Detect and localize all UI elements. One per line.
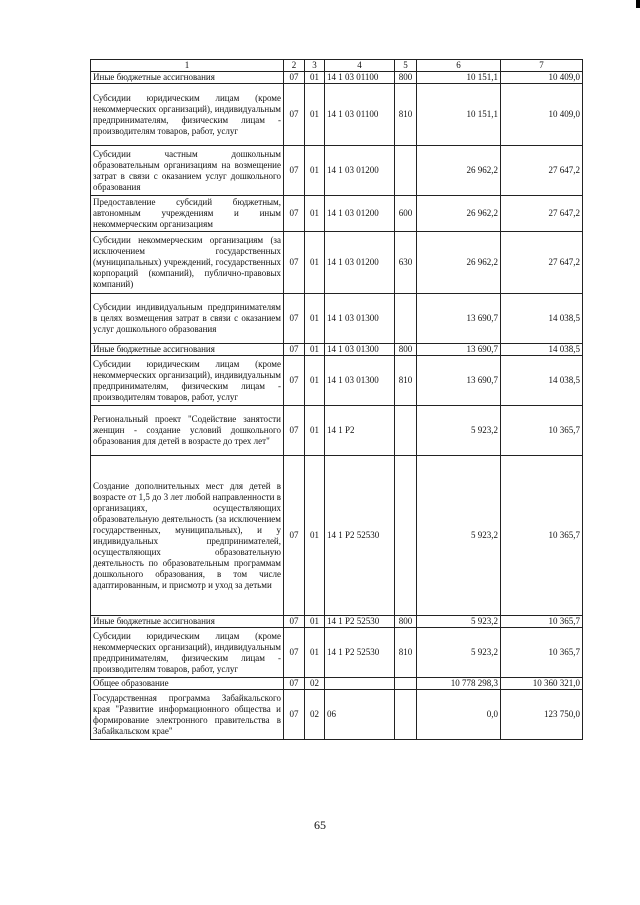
row-name-cell: Субсидии юридическим лицам (кроме некоммерческих организаций), индивидуальным предпринимателям, физическим лицам - производителям товаров, работ, услуг — [91, 356, 284, 406]
header-col-3: 3 — [305, 60, 325, 72]
row-target-article-cell: 14 1 P2 52530 — [325, 456, 395, 616]
row-section-cell: 07 — [284, 294, 305, 344]
table-row — [91, 356, 583, 406]
row-section-cell: 07 — [284, 72, 305, 84]
table-row — [91, 146, 583, 196]
row-amount-year2-cell: 27 647,2 — [501, 232, 583, 294]
row-amount-year1-cell: 13 690,7 — [417, 356, 501, 406]
row-expense-type-cell — [395, 678, 417, 690]
row-target-article-cell: 14 1 03 01200 — [325, 232, 395, 294]
row-subsection-cell: 02 — [305, 690, 325, 740]
row-amount-year2-cell: 10 365,7 — [501, 616, 583, 628]
row-name-cell: Предоставление субсидий бюджетным, автономным учреждениям и иным некоммерческим организациям — [91, 196, 284, 232]
row-target-article-cell — [325, 678, 395, 690]
row-expense-type-cell: 810 — [395, 356, 417, 406]
row-section-cell: 07 — [284, 690, 305, 740]
row-amount-year1-cell: 13 690,7 — [417, 344, 501, 356]
row-amount-year1-cell: 10 778 298,3 — [417, 678, 501, 690]
row-amount-year1-cell: 5 923,2 — [417, 456, 501, 616]
row-amount-year2-cell: 27 647,2 — [501, 196, 583, 232]
table-body — [91, 72, 583, 740]
row-subsection-cell: 01 — [305, 232, 325, 294]
table-row — [91, 678, 583, 690]
row-target-article-cell: 14 1 P2 — [325, 406, 395, 456]
row-amount-year2-cell: 10 409,0 — [501, 72, 583, 84]
row-amount-year2-cell: 14 038,5 — [501, 294, 583, 344]
row-name-cell: Иные бюджетные ассигнования — [91, 344, 284, 356]
row-amount-year2-cell: 14 038,5 — [501, 344, 583, 356]
table-header-row — [91, 60, 583, 72]
row-subsection-cell: 01 — [305, 84, 325, 146]
row-amount-year2-cell: 10 365,7 — [501, 456, 583, 616]
row-amount-year1-cell: 5 923,2 — [417, 616, 501, 628]
header-col-1: 1 — [91, 60, 284, 72]
row-subsection-cell: 01 — [305, 344, 325, 356]
row-subsection-cell: 01 — [305, 196, 325, 232]
row-expense-type-cell: 810 — [395, 628, 417, 678]
table-row — [91, 72, 583, 84]
row-expense-type-cell: 810 — [395, 84, 417, 146]
row-expense-type-cell — [395, 690, 417, 740]
row-target-article-cell: 14 1 03 01200 — [325, 196, 395, 232]
row-subsection-cell: 02 — [305, 678, 325, 690]
row-amount-year2-cell: 10 409,0 — [501, 84, 583, 146]
row-amount-year1-cell: 26 962,2 — [417, 232, 501, 294]
row-section-cell: 07 — [284, 616, 305, 628]
table-row — [91, 406, 583, 456]
row-amount-year1-cell: 5 923,2 — [417, 406, 501, 456]
row-section-cell: 07 — [284, 344, 305, 356]
row-expense-type-cell: 600 — [395, 196, 417, 232]
budget-table — [90, 59, 583, 740]
row-target-article-cell: 14 1 03 01100 — [325, 84, 395, 146]
row-amount-year2-cell: 14 038,5 — [501, 356, 583, 406]
table-row — [91, 344, 583, 356]
row-subsection-cell: 01 — [305, 356, 325, 406]
row-expense-type-cell — [395, 456, 417, 616]
row-target-article-cell: 14 1 03 01100 — [325, 72, 395, 84]
row-target-article-cell: 14 1 03 01300 — [325, 294, 395, 344]
table-row — [91, 628, 583, 678]
row-subsection-cell: 01 — [305, 616, 325, 628]
row-subsection-cell: 01 — [305, 146, 325, 196]
row-section-cell: 07 — [284, 628, 305, 678]
row-name-cell: Субсидии индивидуальным предпринимателям в целях возмещения затрат в связи с оказанием услуг дошкольного образования — [91, 294, 284, 344]
row-expense-type-cell: 800 — [395, 616, 417, 628]
row-name-cell: Создание дополнительных мест для детей в возрасте от 1,5 до 3 лет любой направленности в организациях, осуществляющих образовательную деятельность (за исключением государственных, муниципальных), и у индивидуальных предпринимателей, осуществляющих образовательную деятельность по образовательным программам дошкольного образования, в том числе адаптированным, и присмотр и уход за детьми — [91, 456, 284, 616]
row-name-cell: Субсидии некоммерческим организациям (за исключением государственных (муниципальных) учреждений, государственных корпораций (компаний), публично-правовых компаний) — [91, 232, 284, 294]
row-amount-year2-cell: 10 365,7 — [501, 406, 583, 456]
row-target-article-cell: 06 — [325, 690, 395, 740]
row-name-cell: Субсидии юридическим лицам (кроме некоммерческих организаций), индивидуальным предпринимателям, физическим лицам - производителям товаров, работ, услуг — [91, 84, 284, 146]
row-name-cell: Субсидии частным дошкольным образовательным организациям на возмещение затрат в связи с оказанием услуг дошкольного образования — [91, 146, 284, 196]
header-col-2: 2 — [284, 60, 305, 72]
table-row — [91, 456, 583, 616]
row-expense-type-cell — [395, 146, 417, 196]
row-amount-year1-cell: 10 151,1 — [417, 72, 501, 84]
row-target-article-cell: 14 1 P2 52530 — [325, 628, 395, 678]
row-target-article-cell: 14 1 03 01300 — [325, 356, 395, 406]
row-name-cell: Субсидии юридическим лицам (кроме некоммерческих организаций), индивидуальным предпринимателям, физическим лицам - производителям товаров, работ, услуг — [91, 628, 284, 678]
row-target-article-cell: 14 1 03 01200 — [325, 146, 395, 196]
row-subsection-cell: 01 — [305, 406, 325, 456]
table-row — [91, 616, 583, 628]
row-amount-year2-cell: 10 360 321,0 — [501, 678, 583, 690]
row-amount-year1-cell: 5 923,2 — [417, 628, 501, 678]
row-name-cell: Иные бюджетные ассигнования — [91, 616, 284, 628]
row-amount-year1-cell: 26 962,2 — [417, 146, 501, 196]
row-expense-type-cell — [395, 294, 417, 344]
row-name-cell: Региональный проект "Содействие занятости женщин - создание условий дошкольного образования для детей в возрасте до трех лет" — [91, 406, 284, 456]
row-section-cell: 07 — [284, 406, 305, 456]
row-subsection-cell: 01 — [305, 294, 325, 344]
row-amount-year1-cell: 10 151,1 — [417, 84, 501, 146]
row-name-cell: Общее образование — [91, 678, 284, 690]
row-section-cell: 07 — [284, 356, 305, 406]
row-name-cell: Иные бюджетные ассигнования — [91, 72, 284, 84]
row-section-cell: 07 — [284, 84, 305, 146]
table-row — [91, 196, 583, 232]
row-amount-year2-cell: 10 365,7 — [501, 628, 583, 678]
page-number: 65 — [314, 818, 326, 832]
table-row — [91, 294, 583, 344]
scan-corner-mark — [636, 0, 640, 8]
row-name-cell: Государственная программа Забайкальского края "Развитие информационного общества и формирование электронного правительства в Забайкальском крае" — [91, 690, 284, 740]
row-subsection-cell: 01 — [305, 456, 325, 616]
row-section-cell: 07 — [284, 232, 305, 294]
table-row — [91, 84, 583, 146]
row-expense-type-cell: 800 — [395, 344, 417, 356]
row-section-cell: 07 — [284, 456, 305, 616]
row-section-cell: 07 — [284, 196, 305, 232]
row-target-article-cell: 14 1 03 01300 — [325, 344, 395, 356]
table-row — [91, 232, 583, 294]
row-section-cell: 07 — [284, 678, 305, 690]
row-amount-year2-cell: 27 647,2 — [501, 146, 583, 196]
row-subsection-cell: 01 — [305, 72, 325, 84]
header-col-5: 5 — [395, 60, 417, 72]
row-expense-type-cell: 800 — [395, 72, 417, 84]
row-subsection-cell: 01 — [305, 628, 325, 678]
row-expense-type-cell — [395, 406, 417, 456]
header-col-6: 6 — [417, 60, 501, 72]
table-row — [91, 690, 583, 740]
row-section-cell: 07 — [284, 146, 305, 196]
header-col-4: 4 — [325, 60, 395, 72]
row-amount-year1-cell: 26 962,2 — [417, 196, 501, 232]
row-target-article-cell: 14 1 P2 52530 — [325, 616, 395, 628]
row-amount-year1-cell: 0,0 — [417, 690, 501, 740]
row-amount-year2-cell: 123 750,0 — [501, 690, 583, 740]
header-col-7: 7 — [501, 60, 583, 72]
row-expense-type-cell: 630 — [395, 232, 417, 294]
row-amount-year1-cell: 13 690,7 — [417, 294, 501, 344]
